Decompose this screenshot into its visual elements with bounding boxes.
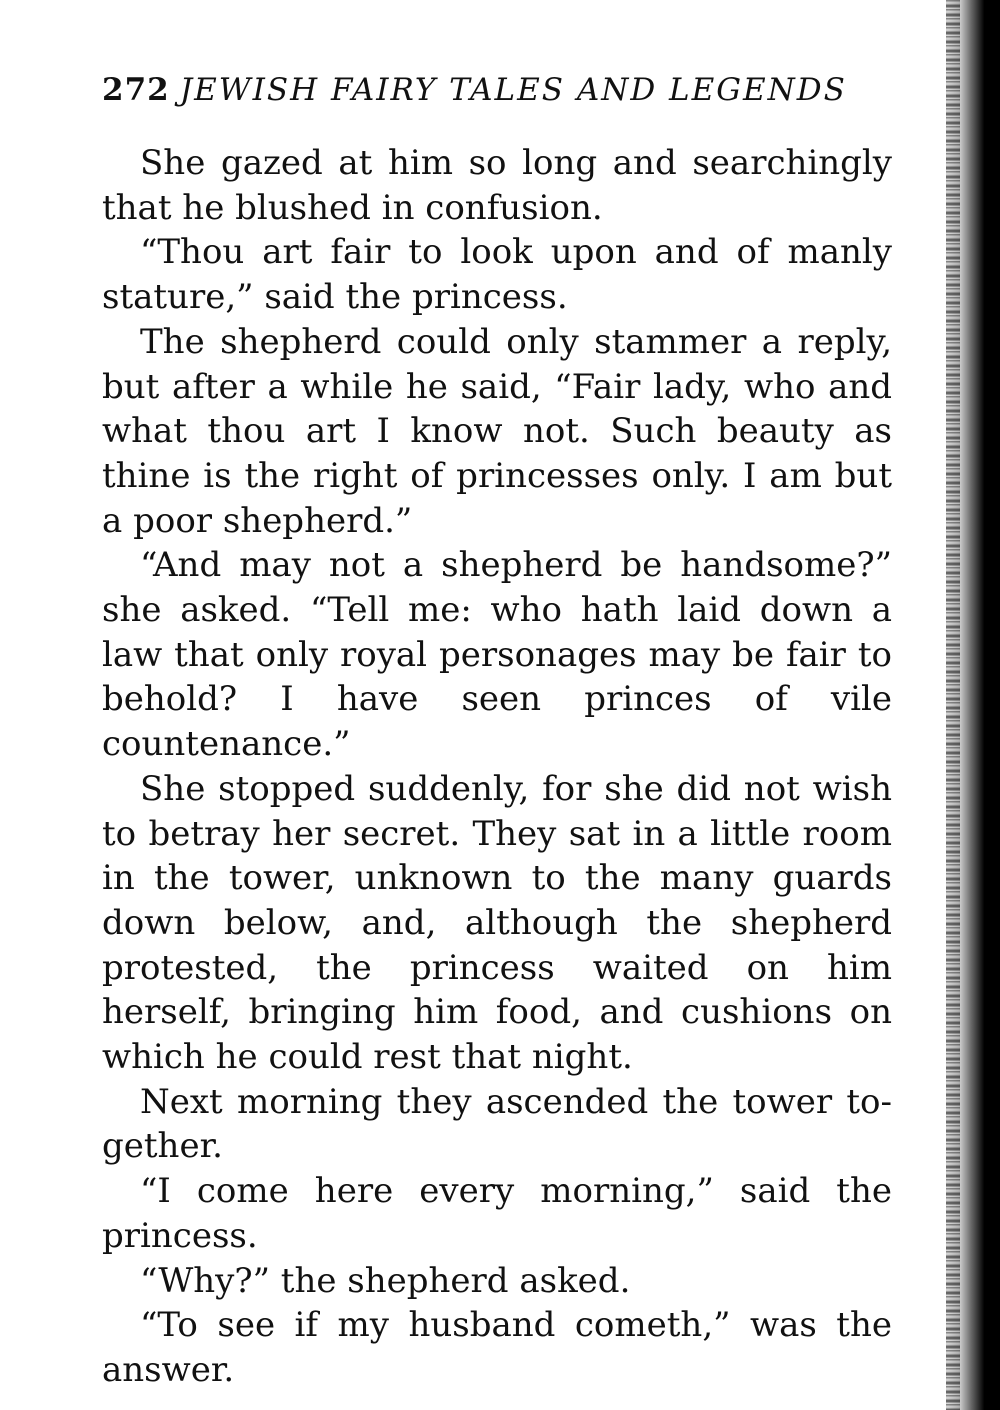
page-number: 272	[102, 72, 170, 108]
paragraph: She stopped suddenly, for she did not wish to betray her secret. They sat in a little room in the tower, unknown to the many guards down below, and, although the shepherd protested, the princess waited on him herself, bringing him food, and cushions on which he could rest that night.	[102, 768, 892, 1078]
running-title: JEWISH FAIRY TALES AND LEGENDS	[179, 72, 847, 108]
paragraph: “And may not a shepherd be handsome?” she asked. “Tell me: who hath laid down a law that only royal personages may be fair to behold? I have seen princes of vile countenance.”	[102, 545, 892, 765]
body-text	[102, 141, 892, 1393]
paragraph: “I come here every morning,” said the princess.	[102, 1171, 892, 1256]
paragraph: She gazed at him so long and searchingly that he blushed in confusion.	[102, 143, 892, 228]
paragraph: The shepherd could only stammer a reply, but after a while he said, “Fair lady, who and what thou art I know not. Such beauty as thine is the right of princesses only. I am but a poor shepherd.”	[102, 321, 892, 541]
paragraph: “Why?” the shepherd asked.	[140, 1260, 631, 1301]
scan-edge-shadow	[948, 0, 1000, 1410]
running-header	[102, 68, 882, 112]
paragraph: “To see if my husband cometh,” was the answer.	[102, 1305, 892, 1390]
paragraph: Next morning they ascended the tower together.	[102, 1081, 892, 1167]
paragraph: “Thou art fair to look upon and of manly stature,” said the princess.	[102, 232, 892, 318]
